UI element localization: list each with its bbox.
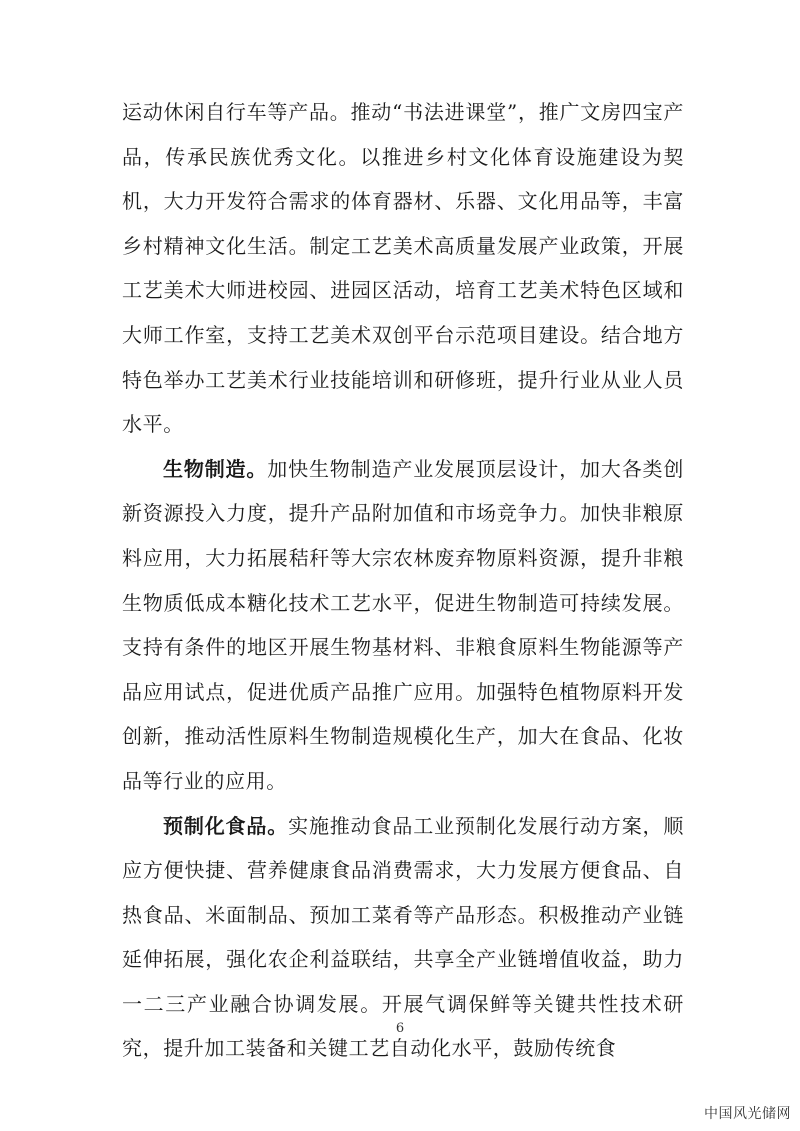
- paragraph-text: 运动休闲自行车等产品。推动“书法进课堂”，推广文房四宝产品，传承民族优秀文化。以推进乡村文化体育设施建设为契机，大力开发符合需求的体育器材、乐器、文化用品等，丰富乡村精神文化生活。制定工艺美术高质量发展产业政策，开展工艺美术大师进校园、进园区活动，培育工艺美术特色区域和大师工作室，支持工艺美术双创平台示范项目建设。结合地方特色举办工艺美术行业技能培训和研修班，提升行业从业人员水平。: [122, 100, 684, 437]
- page-number: 6: [395, 1021, 405, 1036]
- paragraph-continuation: [122, 90, 684, 447]
- paragraph-lead-heading: 预制化食品。: [163, 813, 289, 838]
- document-body: [122, 90, 684, 1071]
- paragraph-text: 加快生物制造产业发展顶层设计，加大各类创新资源投入力度，提升产品附加值和市场竞争力。加快非粮原料应用，大力拓展秸秆等大宗农林废弃物原料资源，提升非粮生物质低成本糖化技术工艺水平，促进生物制造可持续发展。支持有条件的地区开展生物基材料、非粮食原料生物能源等产品应用试点，促进优质产品推广应用。加强特色植物原料开发创新，推动活性原料生物制造规模化生产，加大在食品、化妆品等行业的应用。: [122, 456, 684, 793]
- paragraph-lead-heading: 生物制造。: [163, 456, 268, 481]
- paragraph-bio-manufacturing: [122, 447, 684, 804]
- paragraph-text: 实施推动食品工业预制化发展行动方案，顺应方便快捷、营养健康食品消费需求，大力发展方便食品、自热食品、米面制品、预加工菜肴等产品形态。积极推动产业链延伸拓展，强化农企利益联结，共享全产业链增值收益，助力一二三产业融合协调发展。开展气调保鲜等关键共性技术研究，提升加工装备和关键工艺自动化水平，鼓励传统食: [122, 813, 684, 1061]
- watermark-text: 中国风光储网: [704, 1106, 791, 1122]
